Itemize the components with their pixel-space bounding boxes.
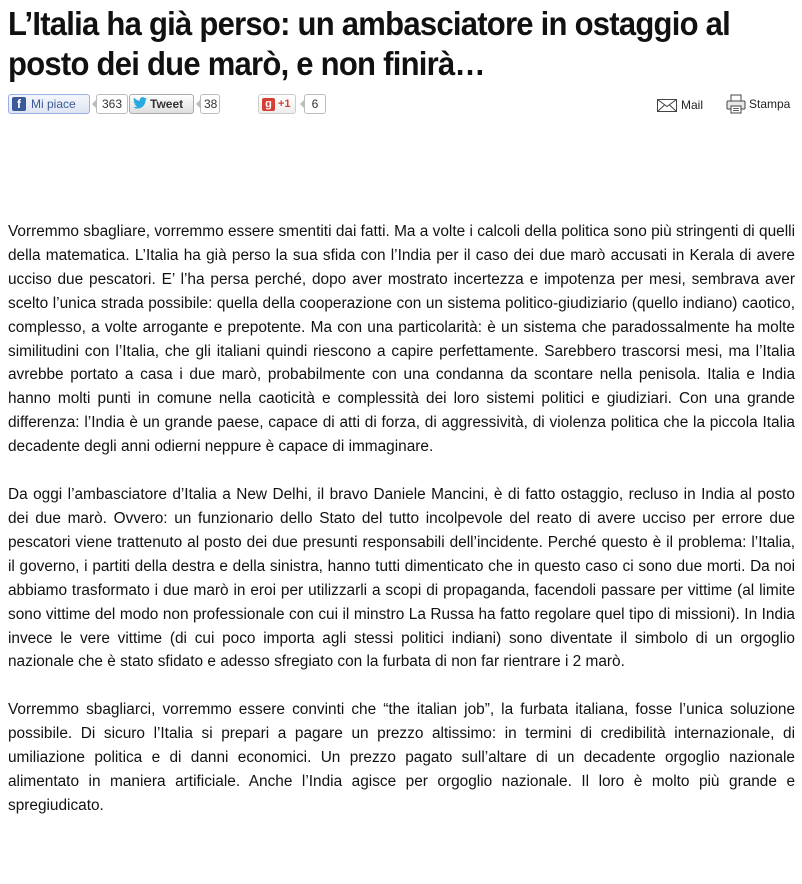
article-paragraph-1: Vorremmo sbagliare, vorremmo essere smentiti dai fatti. Ma a volte i calcoli della politica sono più stringenti di quelli della matematica. L’Italia ha già perso la sua sfida con l’India per il caso dei due marò accusati in Kerala di avere ucciso due pescatori. E’ l’ha persa perché, dopo aver mostrato incertezza e impotenza per mesi, sembrava aver scelto l’unica strada possibile: quella della cooperazione con un sistema politico-giudiziario (quello indiano) caotico, complesso, a volte arrogante e prepotente. Ma con una particolarità: è un sistema che paradossalmente ha molte similitudini con l’Italia, che gli italiani quindi riescono a capire perfettamente. Sarebbero trascorsi mesi, ma l’Italia avrebbe portato a casa i due marò, probabilmente con una condanna da scontare nella penisola. Italia e India hanno molti punti in comune nella caoticità e complessità dei loro sistemi politici e giudiziari. Con una grande differenza: l’India è un grande paese, capace di atti di forza, di aggressività, di violenza politica che la piccola Italia decadente degli anni odierni neppure è capace di immaginare. bbox=[8, 223, 795, 456]
facebook-like-label: Mi piace bbox=[31, 97, 76, 111]
google-plus-icon: g bbox=[262, 98, 275, 111]
facebook-icon: f bbox=[12, 97, 26, 111]
twitter-bird-icon bbox=[133, 97, 147, 112]
article-paragraph-3: Vorremmo sbagliarci, vorremmo essere convinti che “the italian job”, la furbata italiana, fosse l’unica soluzione possibile. Di sicuro l’Italia si prepari a pagare un prezzo altissimo: in termini di credibilità internazionale, di umiliazione politica e di danni economici. Un prezzo pagato sull’altare di un decadente orgoglio nazionale alimentato in maniera artificiale. Anche l’India agisce per orgoglio nazionale. Il loro è molto più grande e spregiudicato. bbox=[8, 701, 795, 814]
article-title bbox=[8, 4, 747, 84]
article-title-line-2: posto dei due marò, e non finirà… bbox=[8, 45, 485, 82]
article-paragraph-2: Da oggi l’ambasciatore d’Italia a New Delhi, il bravo Daniele Mancini, è di fatto ostaggio, recluso in India al posto dei due marò. Ovvero: un funzionario dello Stato del tutto incolpevole del reato di avere ucciso per errore due pescatori viene trattenuto al posto dei due presunti responsabili dell’incidente. Perché questo è il problema: l’Italia, il governo, i partiti della destra e della sinistra, hanno tutti dimenticato che in questo caso ci sono due morti. Da noi abbiamo trasformato i due marò in eroi per utilizzarli a scopi di propaganda, facendoli passare per vittime (al limite sono vittime del modo non professionale con cui il minstro La Russa ha fatto regolare quel tipo di missioni). In India invece le vere vittime (di cui poco importa agli stessi politici indiani) sono diventate il simbolo di un orgoglio nazionale che è stato sfidato e adesso sfregiato con la furbata di non far rientrare i 2 marò. bbox=[8, 486, 795, 671]
mail-link[interactable] bbox=[657, 95, 703, 115]
tweet-button[interactable] bbox=[129, 94, 194, 114]
facebook-like-count: 363 bbox=[96, 94, 128, 114]
article-title-line-1: L’Italia ha già perso: un ambasciatore in ostaggio al bbox=[8, 5, 731, 42]
tweet-count: 38 bbox=[200, 94, 220, 114]
printer-icon bbox=[726, 94, 746, 114]
google-plus-button[interactable] bbox=[258, 94, 296, 114]
google-plus-label: +1 bbox=[278, 98, 291, 110]
social-share-bar bbox=[8, 93, 798, 117]
print-label: Stampa bbox=[749, 97, 791, 111]
google-plus-count: 6 bbox=[304, 94, 326, 114]
print-link[interactable] bbox=[726, 93, 790, 115]
facebook-like-button[interactable] bbox=[8, 94, 90, 114]
mail-label: Mail bbox=[681, 98, 704, 112]
tweet-label: Tweet bbox=[150, 97, 184, 111]
article-body bbox=[8, 220, 795, 842]
envelope-icon bbox=[657, 99, 677, 112]
